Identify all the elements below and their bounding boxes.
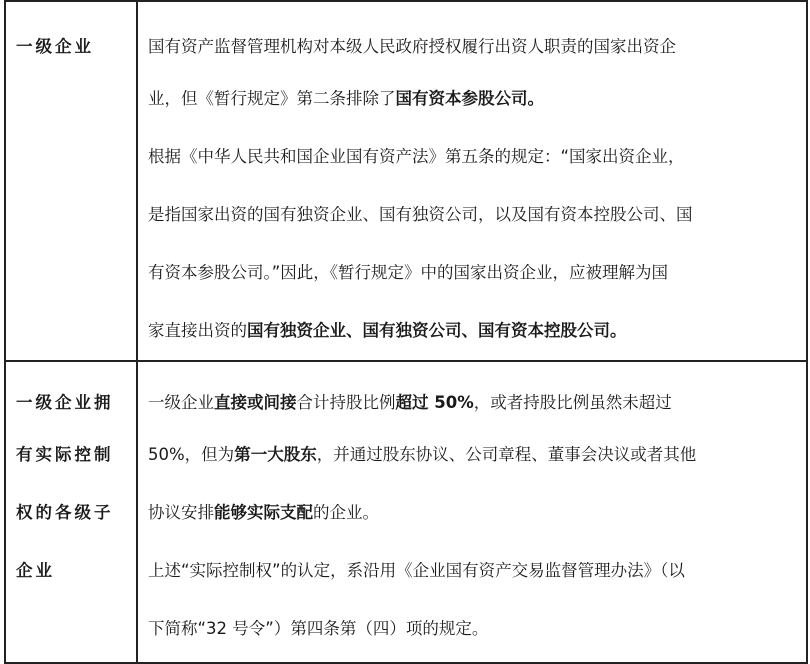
text-run: 家直接出资的 [148,321,247,340]
text-line [148,600,798,658]
text-run: 合计持股比例 [296,393,396,412]
definition-cell [137,361,807,663]
text-line [148,426,798,484]
text-line [148,302,798,360]
table-row [5,1,807,361]
term-label-line: 权的各级子 [16,503,114,522]
bold-text-run: 直接或间接 [214,393,297,412]
table-row [5,361,807,663]
bold-text-run: 国有独资企业、国有独资公司、国有资本控股公司。 [247,321,627,340]
text-line [148,542,798,600]
term-label: 一级企业 [16,37,94,56]
text-run: ，或者持股比例虽然未超过 [473,393,672,412]
bold-text-run: 能够实际支配 [214,503,313,522]
text-run: 有资本参股公司。”因此，《暂行规定》中的国家出资企业，应被理解为国 [148,263,669,282]
text-run: 是指国家出资的国有独资企业、国有独资公司，以及国有资本控股公司、国 [148,205,693,224]
bold-text-run: 超过 50% [395,393,474,412]
text-line [148,244,798,302]
text-line [148,186,798,244]
text-run: 上述“实际控制权”的认定，系沿用《企业国有资产交易监督管理办法》（以 [148,561,685,580]
text-run: 一级企业 [148,393,214,412]
term-cell [5,1,137,361]
definition-table [4,0,808,664]
text-line [148,484,798,542]
text-line [148,128,798,186]
bold-text-run: 第一大股东 [234,445,317,464]
text-run: 的企业。 [313,503,379,522]
text-line [148,380,798,426]
bold-text-run: 国有资本参股公司。 [395,89,544,108]
term-cell [5,361,137,663]
text-run: 业，但《暂行规定》第二条排除了 [148,89,396,108]
text-run: 根据《中华人民共和国企业国有资产法》第五条的规定：“国家出资企业， [148,147,685,166]
text-line [148,70,798,128]
text-run: 下简称“32 号令”）第四条第（四）项的规定。 [148,619,489,638]
text-line [148,24,798,70]
text-run: 协议安排 [148,503,214,522]
text-run: 50%，但为 [148,445,235,464]
text-run: 国有资产监督管理机构对本级人民政府授权履行出资人职责的国家出资企 [148,37,676,56]
definition-cell [137,1,807,361]
text-run: ，并通过股东协议、公司章程、董事会决议或者其他 [316,445,697,464]
term-label-line: 企业 [16,561,55,580]
term-label-line: 有实际控制 [16,445,114,464]
term-label-line: 一级企业拥 [16,393,114,412]
